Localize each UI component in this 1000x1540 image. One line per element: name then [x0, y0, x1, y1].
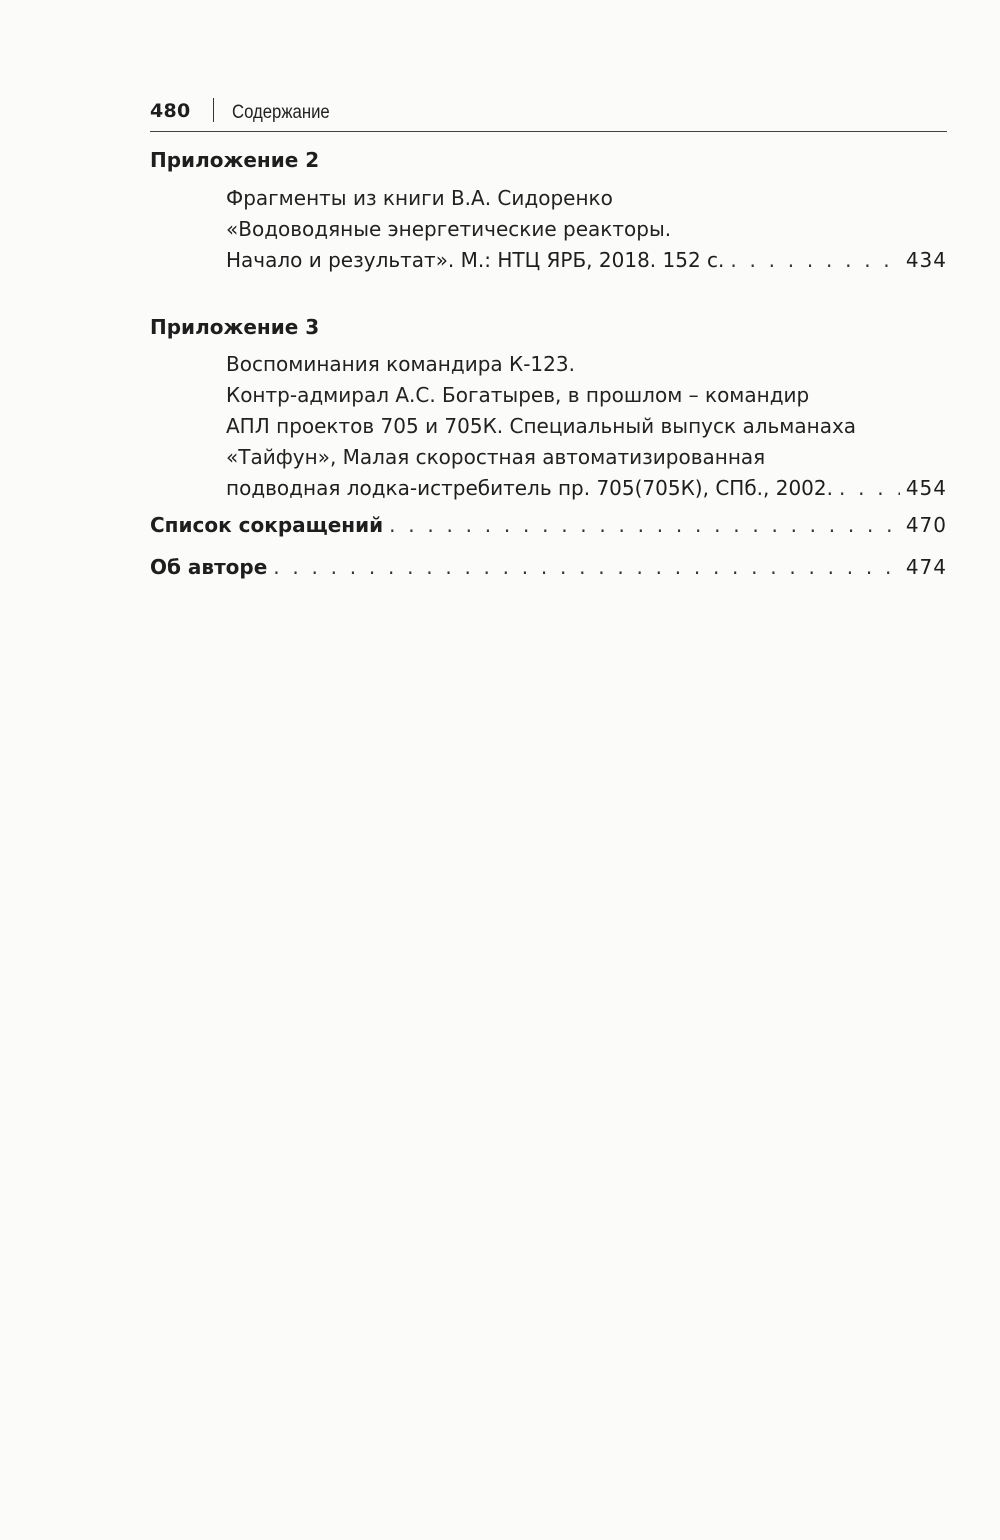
dot-leader: [389, 513, 900, 537]
dot-leader: [839, 476, 900, 500]
toc-entry-text: Начало и результат». М.: НТЦ ЯРБ, 2018. 152 с.: [226, 248, 725, 272]
toc-heading-appendix-3: Приложение 3: [150, 315, 320, 339]
toc-entry-about-author: [150, 555, 947, 579]
toc-entry-title: Список сокращений: [150, 513, 384, 537]
dot-leader: [730, 248, 899, 272]
toc-page-number: 454: [905, 476, 947, 500]
header-divider: [213, 98, 214, 122]
toc-entry-line: АПЛ проектов 705 и 705К. Специальный выпуск альманаха: [226, 414, 857, 438]
toc-entry-line: «Водоводяные энергетические реакторы.: [226, 217, 672, 241]
toc-entry-abbreviations: [150, 513, 947, 537]
running-head-title: Содержание: [232, 102, 330, 123]
page-number: 480: [150, 100, 191, 122]
toc-entry-appendix-3-last-line: [226, 476, 947, 500]
toc-page-number: 470: [905, 513, 947, 537]
toc-entry-appendix-2-last-line: [226, 248, 947, 272]
toc-entry-title: Об авторе: [150, 555, 268, 579]
toc-page-number: 474: [905, 555, 947, 579]
toc-entry-line: Фрагменты из книги В.А. Сидоренко: [226, 186, 613, 210]
toc-entry-line: Воспоминания командира К-123.: [226, 352, 575, 376]
toc-entry-line: Контр-адмирал А.С. Богатырев, в прошлом – командир: [226, 383, 810, 407]
dot-leader: [273, 555, 900, 579]
toc-entry-line: «Тайфун», Малая скоростная автоматизированная: [226, 445, 766, 469]
toc-page-number: 434: [905, 248, 947, 272]
toc-entry-text: подводная лодка-истребитель пр. 705(705К), СПб., 2002.: [226, 476, 833, 500]
toc-heading-appendix-2: Приложение 2: [150, 148, 320, 172]
